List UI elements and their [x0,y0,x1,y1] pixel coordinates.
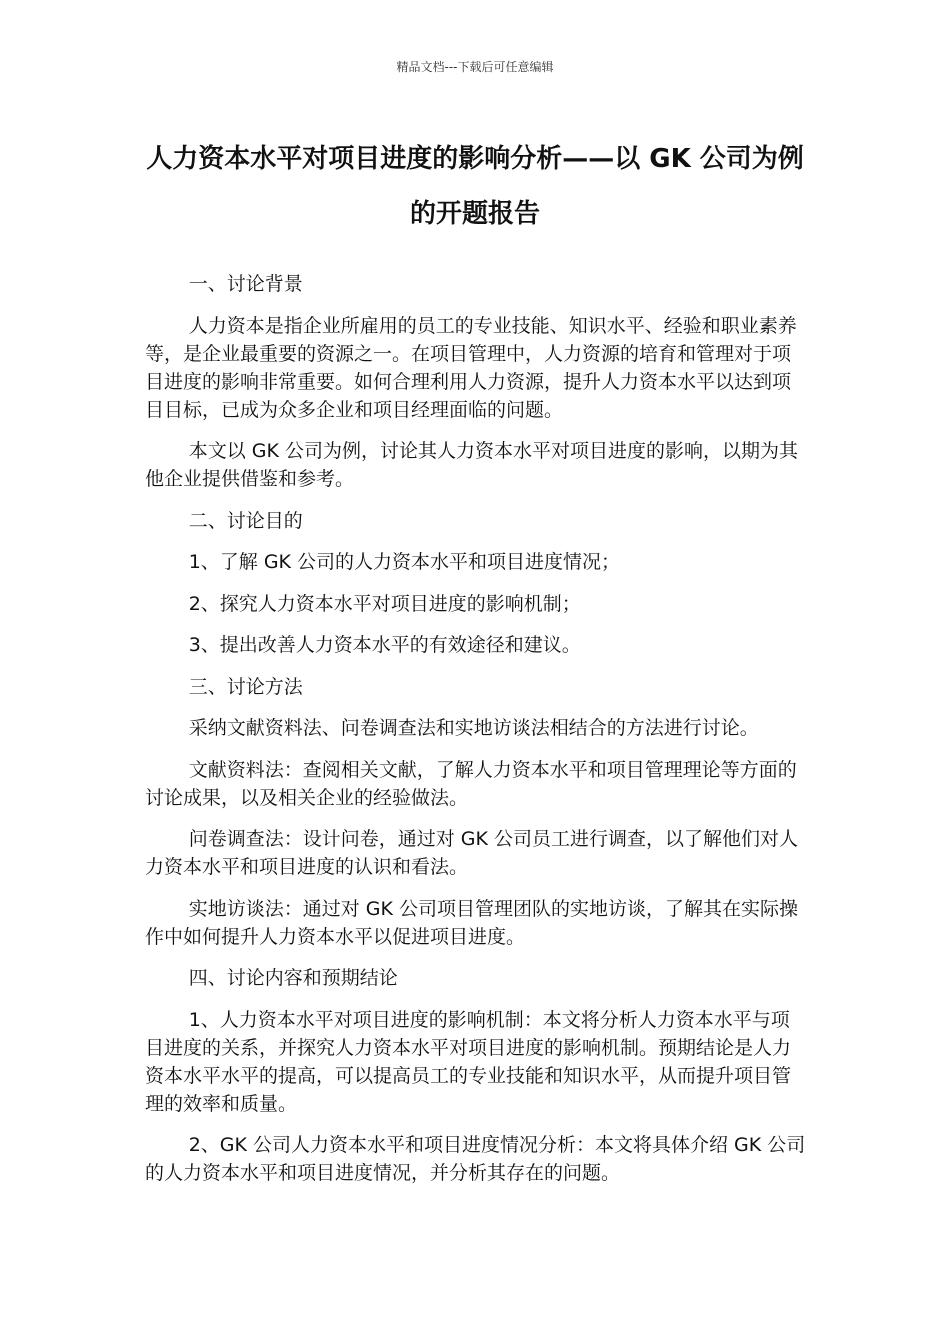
paragraph: 人力资本是指企业所雇用的员工的专业技能、知识水平、经验和职业素养等，是企业最重要的资源之一。在项目管理中，人力资源的培育和管理对于项目进度的影响非常重要。如何合理利用人力资源，提升人力资本水平以达到项目目标，已成为众多企业和项目经理面临的问题。 [145,314,797,421]
section-heading-method: 三、讨论方法 [188,675,303,698]
list-item: 1、了解 GK 公司的人力资本水平和项目进度情况； [188,551,621,573]
section-heading-background: 一、讨论背景 [188,273,303,295]
paragraph: 采纳文献资料法、问卷调查法和实地访谈法相结合的方法进行讨论。 [188,717,759,739]
list-item: 1、人力资本水平对项目进度的影响机制：本文将分析人力资本水平与项目进度的关系，并探究人力资本水平对项目进度的影响机制。预期结论是人力资本水平水平的提高，可以提高员工的专业技能和知识水平，从而提升项目管理的效率和质量。 [145,1008,792,1115]
section-heading-purpose: 二、讨论目的 [188,509,303,532]
list-item: 2、探究人力资本水平对项目进度的影响机制； [188,592,581,615]
paragraph: 文献资料法：查阅相关文献，了解人力资本水平和项目管理理论等方面的讨论成果，以及相关企业的经验做法。 [145,758,797,809]
section-heading-content: 四、讨论内容和预期结论 [188,967,398,989]
paragraph: 本文以 GK 公司为例，讨论其人力资本水平对项目进度的影响，以期为其他企业提供借鉴和参考。 [145,440,798,490]
paragraph: 实地访谈法：通过对 GK 公司项目管理团队的实地访谈，了解其在实际操作中如何提升人力资本水平以促进项目进度。 [145,897,798,948]
paragraph: 问卷调查法：设计问卷，通过对 GK 公司员工进行调查，以了解他们对人力资本水平和项目进度的认识和看法。 [145,828,798,878]
list-item: 3、提出改善人力资本水平的有效途径和建议。 [188,634,581,656]
list-item: 2、GK 公司人力资本水平和项目进度情况分析：本文将具体介绍 GK 公司的人力资本水平和项目进度情况，并分析其存在的问题。 [145,1134,806,1184]
document-title: 人力资本水平对项目进度的影响分析——以 GK 公司为例的开题报告 [146,144,804,229]
document-body [145,270,807,1201]
header-note: 精品文档---下载后可任意编辑 [396,60,554,74]
